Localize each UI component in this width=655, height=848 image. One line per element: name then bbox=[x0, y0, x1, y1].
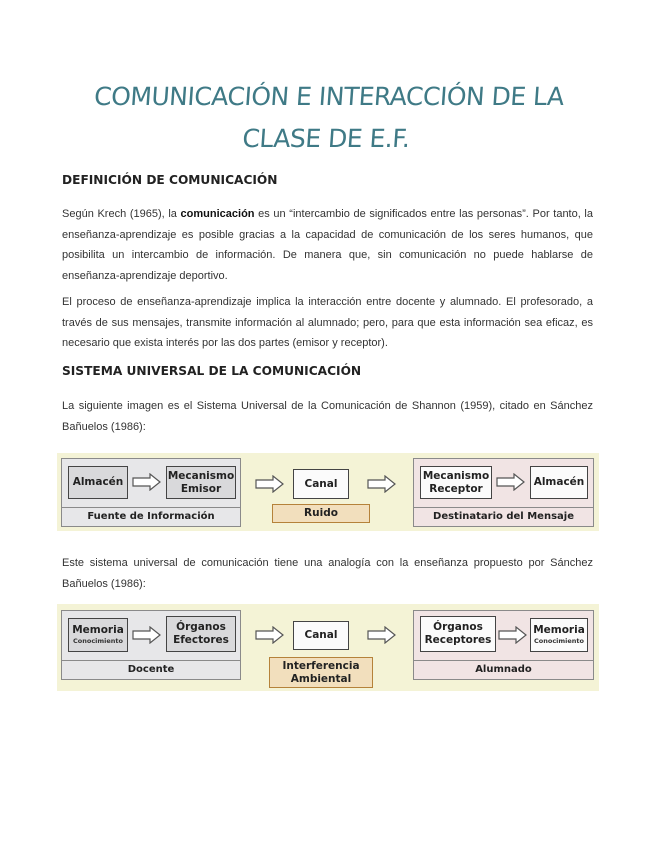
arrow-right-icon bbox=[255, 626, 285, 644]
box-organos-efectores bbox=[166, 616, 236, 652]
box-label-line-1: Interferencia bbox=[282, 659, 360, 672]
box-label: Ruido bbox=[304, 507, 338, 519]
box-label: Canal bbox=[304, 629, 338, 641]
box-label-line-2: Emisor bbox=[180, 482, 222, 495]
shannon-diagram bbox=[57, 453, 599, 531]
arrow-right-icon bbox=[132, 626, 162, 644]
box-canal bbox=[293, 621, 349, 650]
box-label-line-1: Órganos bbox=[176, 621, 226, 633]
box-ruido bbox=[272, 504, 370, 523]
box-memoria-alumnado bbox=[530, 618, 588, 652]
teaching-analogy-diagram bbox=[57, 604, 599, 691]
paragraph-proceso: El proceso de enseñanza-aprendizaje implica la interacción entre docente y alumnado. El profesorado, a través de sus mensajes, transmite información al alumnado; pero, para que esta información sea eficaz, es necesario que exista interés por las dos partes (emisor y receptor). bbox=[62, 296, 593, 349]
group-destinatario-mensaje bbox=[413, 458, 594, 527]
arrow-right-icon bbox=[496, 473, 526, 491]
arrow-right-icon bbox=[498, 626, 528, 644]
box-interferencia-ambiental bbox=[269, 657, 373, 688]
box-label-line-2: Receptor bbox=[429, 482, 483, 495]
paragraph-analogia: Este sistema universal de comunicación tiene una analogía con la enseñanza propuesto por Sánchez Bañuelos (1986): bbox=[62, 557, 593, 590]
box-label: Memoria bbox=[72, 624, 124, 636]
arrow-right-icon bbox=[367, 475, 397, 493]
box-label-line-2: Ambiental bbox=[290, 672, 352, 685]
box-almacen-emisor bbox=[68, 466, 128, 499]
box-mecanismo-receptor bbox=[420, 466, 492, 499]
box-label-line-2: Efectores bbox=[173, 634, 229, 646]
box-sublabel: Conocimiento bbox=[72, 637, 124, 645]
box-label-line-2: Receptores bbox=[424, 634, 492, 646]
group-fuente-informacion bbox=[61, 458, 241, 527]
paragraph-krech-start: Según Krech (1965), la bbox=[62, 208, 181, 220]
title-line-1: COMUNICACIÓN E INTERACCIÓN DE LA bbox=[93, 82, 565, 111]
section-heading-definicion: DEFINICIÓN DE COMUNICACIÓN bbox=[62, 173, 278, 187]
group-label-docente: Docente bbox=[62, 660, 240, 679]
group-label-alumnado: Alumnado bbox=[414, 660, 593, 679]
box-sublabel: Conocimiento bbox=[533, 637, 585, 645]
group-label-destinatario: Destinatario del Mensaje bbox=[414, 507, 593, 526]
arrow-right-icon bbox=[367, 626, 397, 644]
box-label: Canal bbox=[304, 477, 338, 490]
box-canal bbox=[293, 469, 349, 499]
box-label: Almacén bbox=[533, 476, 585, 488]
group-label-fuente: Fuente de Información bbox=[62, 507, 240, 526]
page-title bbox=[37, 76, 618, 160]
paragraph-krech bbox=[62, 204, 593, 286]
title-line-2: CLASE DE E.F. bbox=[241, 124, 411, 153]
box-almacen-receptor bbox=[530, 466, 588, 499]
group-docente bbox=[61, 610, 241, 680]
box-label-line-1: Mecanismo bbox=[167, 469, 235, 482]
paragraph-krech-end: es un “intercambio de significados entre las personas”. Por tanto, la enseñanza-aprendizaje es posible gracias a la capacidad de comunicación de los seres humanos, que posibilita un intercambio de información. De manera que, sin comunicación no puede hablarse de enseñanza-aprendizaje deportivo. bbox=[62, 208, 593, 282]
arrow-right-icon bbox=[255, 475, 285, 493]
section-heading-sistema: SISTEMA UNIVERSAL DE LA COMUNICACIÓN bbox=[62, 364, 362, 378]
paragraph-krech-bold: comunicación bbox=[180, 208, 255, 220]
box-label: Almacén bbox=[72, 476, 124, 488]
arrow-right-icon bbox=[132, 473, 162, 491]
box-memoria-docente bbox=[68, 618, 128, 652]
box-label: Memoria bbox=[533, 624, 585, 636]
paragraph-shannon: La siguiente imagen es el Sistema Universal de la Comunicación de Shannon (1959), citado en Sánchez Bañuelos (1986): bbox=[62, 400, 593, 433]
box-organos-receptores bbox=[420, 616, 496, 652]
box-label-line-1: Mecanismo bbox=[422, 469, 490, 482]
box-label-line-1: Órganos bbox=[433, 621, 483, 633]
box-mecanismo-emisor bbox=[166, 466, 236, 499]
group-alumnado bbox=[413, 610, 594, 680]
